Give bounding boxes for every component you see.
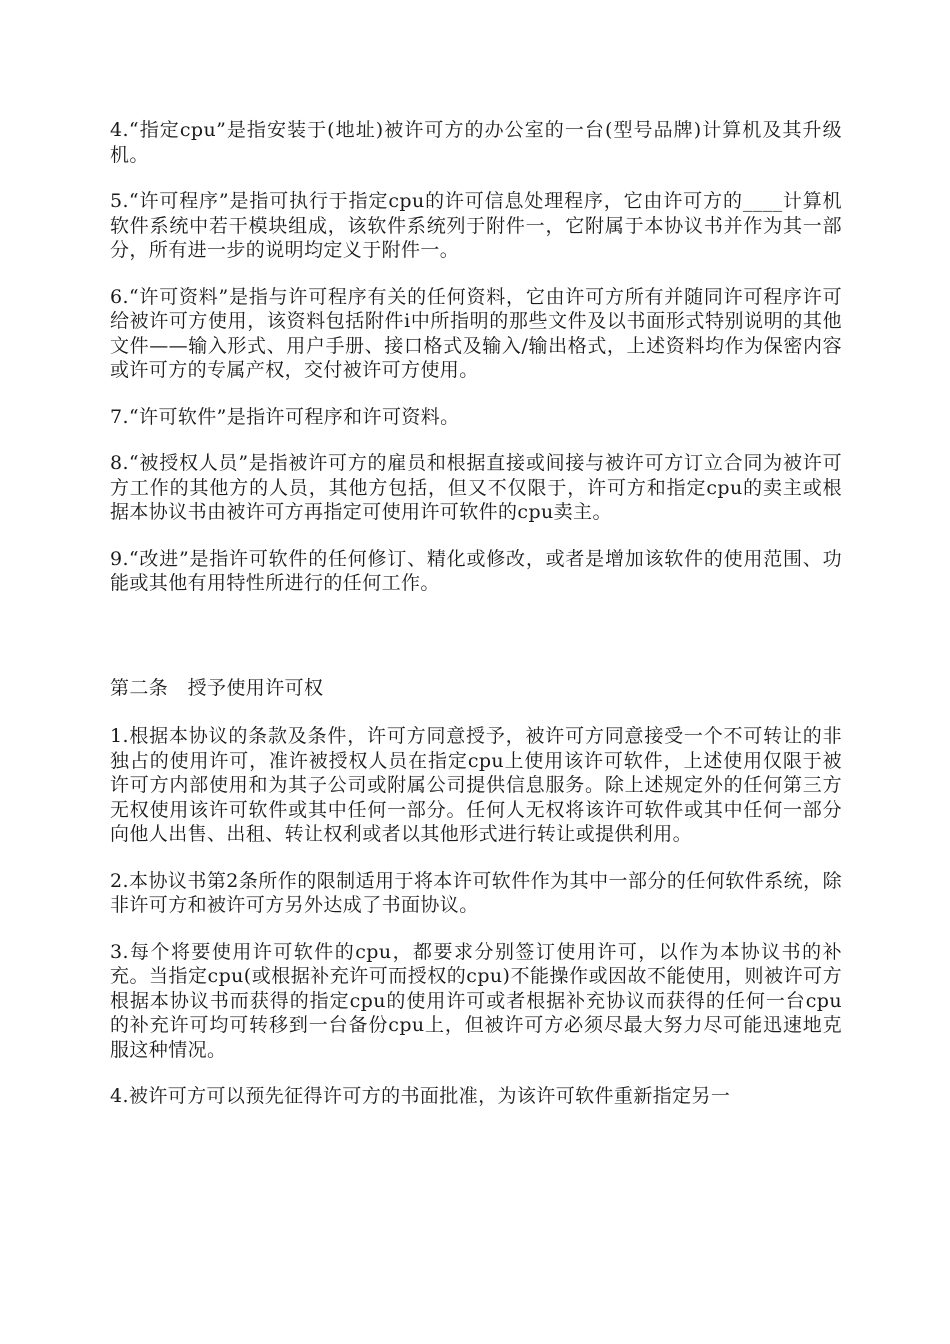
document-page (110, 118, 842, 1131)
definition-5: 5.“许可程序”是指可执行于指定cpu的许可信息处理程序，它由许可方的____计算机软件系统中若干模块组成，该软件系统列于附件一，它附属于本协议书并作为其一部分，所有进一步的说明均定义于附件一。 (110, 190, 842, 261)
clause-2: 2.本协议书第2条所作的限制适用于将本许可软件作为其中一部分的任何软件系统，除非许可方和被许可方另外达成了书面协议。 (110, 869, 842, 916)
definition-7: 7.“许可软件”是指许可程序和许可资料。 (110, 405, 460, 428)
definition-4: 4.“指定cpu”是指安装于(地址)被许可方的办公室的一台(型号品牌)计算机及其升级机。 (110, 119, 842, 166)
section-title: 第二条 授予使用许可权 (110, 676, 324, 699)
clause-4: 4.被许可方可以预先征得许可方的书面批准，为该许可软件重新指定另一 (110, 1085, 731, 1107)
clause-3: 3.每个将要使用许可软件的cpu，都要求分别签订使用许可，以作为本协议书的补充。当指定cpu(或根据补充许可而授权的cpu)不能操作或因故不能使用，则被许可方根据本协议书而获得的指定cpu的使用许可或者根据补充协议而获得的任何一台cpu的补充许可均可转移到一台备份cpu上，但被许可方必须尽最大努力尽可能迅速地克服这种情况。 (110, 940, 842, 1061)
definition-6: 6.“许可资料”是指与许可程序有关的任何资料，它由许可方所有并随同许可程序许可给被许可方使用，该资料包括附件i中所指明的那些文件及以书面形式特别说明的其他文件——输入形式、用户手册、接口格式及输入/输出格式，上述资料均作为保密内容或许可方的专属产权，交付被许可方使用。 (110, 285, 842, 381)
definition-8: 8.“被授权人员”是指被许可方的雇员和根据直接或间接与被许可方订立合同为被许可方工作的其他方的人员，其他方包括，但又不仅限于，许可方和指定cpu的卖主或根据本协议书由被许可方再指定可使用许可软件的cpu卖主。 (110, 452, 842, 523)
clause-1: 1.根据本协议的条款及条件，许可方同意授予，被许可方同意接受一个不可转让的非独占的使用许可，准许被授权人员在指定cpu上使用该许可软件，上述使用仅限于被许可方内部使用和为其子公司或附属公司提供信息服务。除上述规定外的任何第三方无权使用该许可软件或其中任何一部分。任何人无权将该许可软件或其中任何一部分向他人出售、出租、转让权利或者以其他形式进行转让或提供利用。 (110, 725, 842, 845)
definition-9: 9.“改进”是指许可软件的任何修订、精化或修改，或者是增加该软件的使用范围、功能或其他有用特性所进行的任何工作。 (110, 547, 842, 594)
